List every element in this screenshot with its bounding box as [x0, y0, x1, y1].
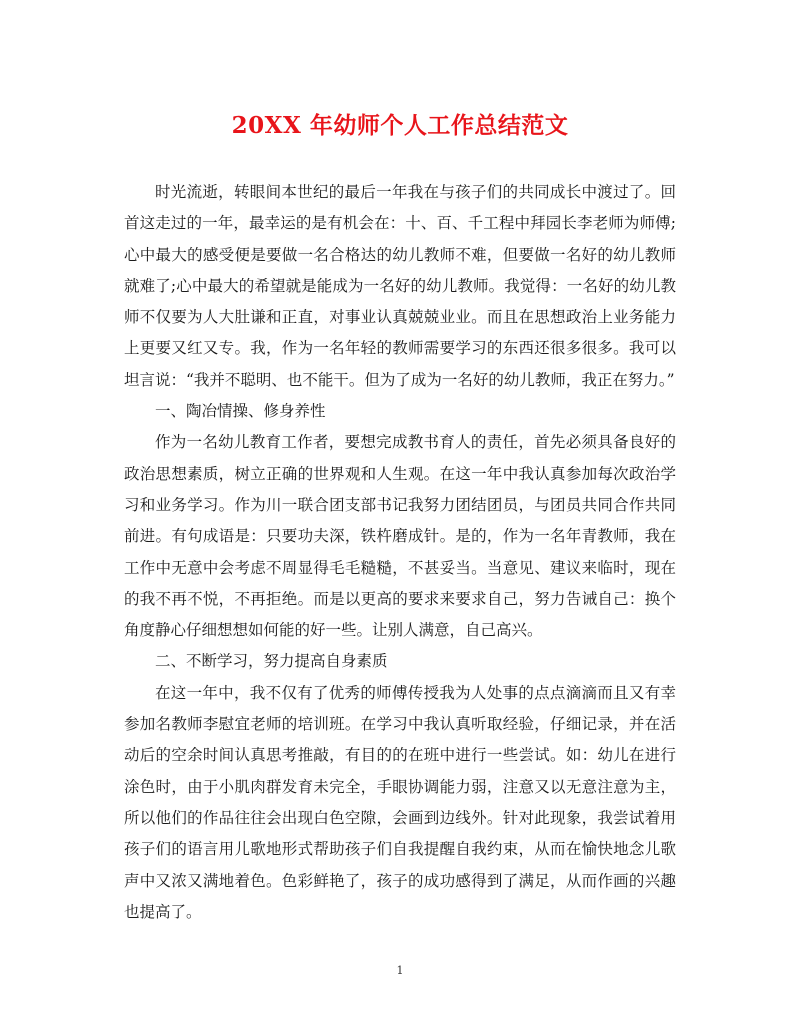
- paragraph-intro: 时光流逝，转眼间本世纪的最后一年我在与孩子们的共同成长中渡过了。回首这走过的一年，最幸运的是有机会在：十、百、千工程中拜园长李老师为师傅;心中最大的感受便是要做一名合格达的幼儿教师不难，但要做一名好的幼儿教师就难了;心中最大的希望就是能成为一名好的幼儿教师。我觉得：一名好的幼儿教师不仅要为人大肚谦和正直，对事业认真兢兢业业。而且在思想政治上业务能力上更要又红又专。我，作为一名年轻的教师需要学习的东西还很多很多。我可以坦言说：“我并不聪明、也不能干。但为了成为一名好的幼儿教师，我正在努力。”: [124, 183, 676, 389]
- page-number: 1: [396, 964, 404, 977]
- section-heading-1: 一、陶冶情操、修身养性: [155, 402, 326, 421]
- document-title: 20XX 年幼师个人工作总结范文: [231, 112, 569, 139]
- document-body: [124, 177, 676, 928]
- paragraph-section-2: 在这一年中，我不仅有了优秀的师傅传授我为人处事的点点滴滴而且又有幸参加名教师李慰宜老师的培训班。在学习中我认真听取经验，仔细记录，并在活动后的空余时间认真思考推敲，有目的的在班中进行一些尝试。如：幼儿在进行涂色时，由于小肌肉群发育未完全，手眼协调能力弱，注意又以无意注意为主，所以他们的作品往往会出现白色空隙，会画到边线外。针对此现象，我尝试着用孩子们的语言用儿歌地形式帮助孩子们自我提醒自我约束，从而在愉快地念儿歌声中又浓又满地着色。色彩鲜艳了，孩子的成功感得到了满足，从而作画的兴趣也提高了。: [124, 683, 676, 921]
- section-heading-2: 二、不断学习，努力提高自身素质: [155, 652, 388, 671]
- paragraph-section-1: 作为一名幼儿教育工作者，要想完成教书育人的责任，首先必须具备良好的政治思想素质，树立正确的世界观和人生观。在这一年中我认真参加每次政治学习和业务学习。作为川一联合团支部书记我努力团结团员，与团员共同合作共同前进。有句成语是：只要功夫深，铁杵磨成针。是的，作为一名年青教师，我在工作中无意中会考虑不周显得毛毛糙糙，不甚妥当。当意见、建议来临时，现在的我不再不悦，不再拒绝。而是以更高的要求来要求自己，努力告诫自己：换个角度静心仔细想想如何能的好一些。让别人满意，自己高兴。: [124, 433, 676, 640]
